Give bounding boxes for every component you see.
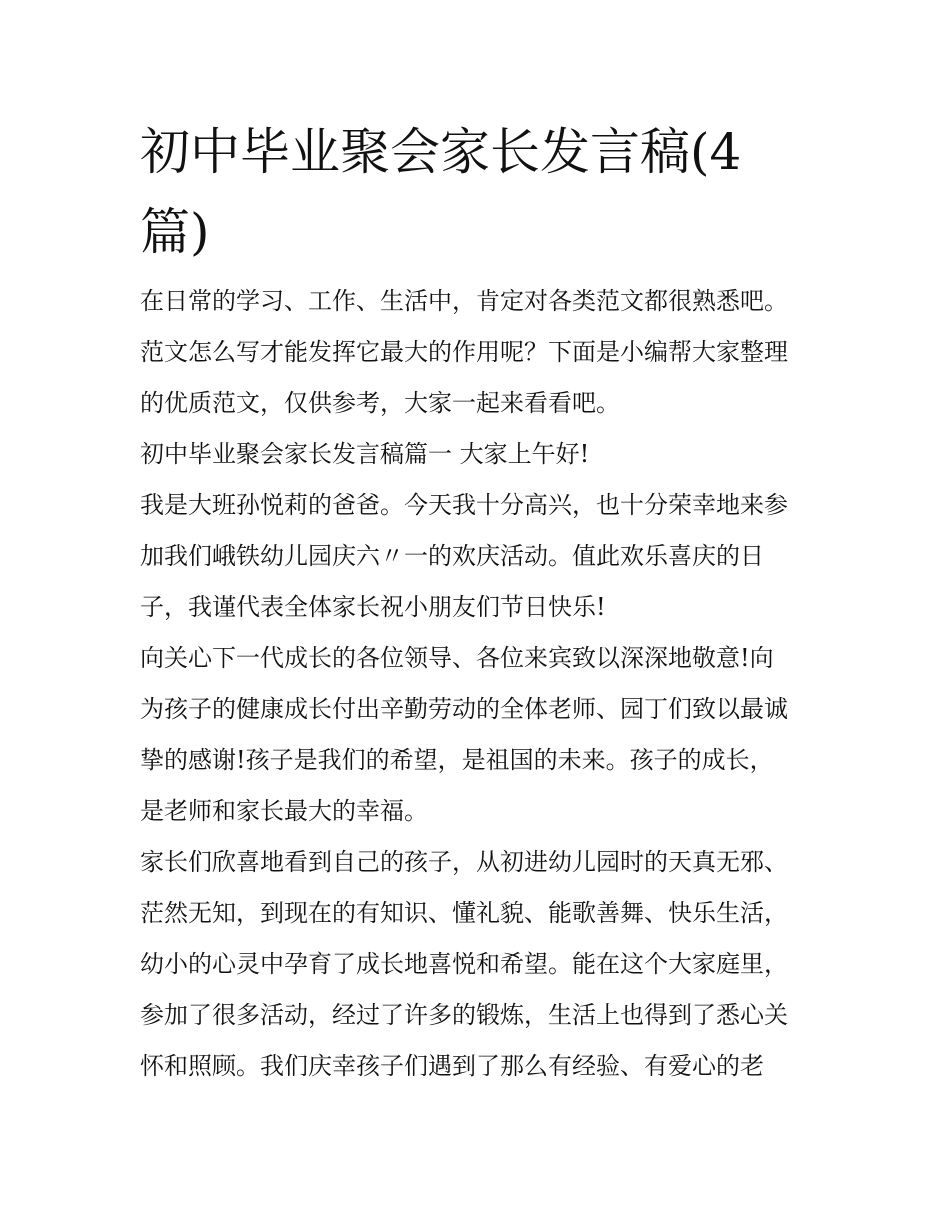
body-line: 初中毕业聚会家长发言稿篇一 大家上午好! (140, 440, 590, 468)
body-line: 向关心下一代成长的各位领导、各位来宾致以深深地敬意!向 (140, 644, 774, 672)
body-line: 家长们欣喜地看到自己的孩子，从初进幼儿园时的天真无邪、 (140, 848, 788, 876)
body-line: 子，我谨代表全体家长祝小朋友们节日快乐! (140, 593, 606, 621)
body-line: 在日常的学习、工作、生活中，肯定对各类范文都很熟悉吧。 (140, 287, 788, 315)
body-line: 幼小的心灵中孕育了成长地喜悦和希望。能在这个大家庭里， (140, 950, 788, 978)
body-line: 参加了很多活动，经过了许多的锻炼，生活上也得到了悉心关 (140, 1001, 788, 1029)
body-line: 为孩子的健康成长付出辛勤劳动的全体老师、园丁们致以最诚 (140, 695, 788, 723)
body-line: 怀和照顾。我们庆幸孩子们遇到了那么有经验、有爱心的老 (140, 1052, 764, 1080)
body-line: 范文怎么写才能发挥它最大的作用呢？下面是小编帮大家整理 (140, 338, 788, 366)
body-line: 加我们峨铁幼儿园庆六〃一的欢庆活动。值此欢乐喜庆的日 (140, 542, 764, 570)
body-line: 是老师和家长最大的幸福。 (140, 797, 428, 825)
body-line: 我是大班孙悦莉的爸爸。今天我十分高兴，也十分荣幸地来参 (140, 491, 788, 519)
body-line: 挚的感谢!孩子是我们的希望，是祖国的未来。孩子的成长， (140, 746, 774, 774)
body-line: 的优质范文，仅供参考，大家一起来看看吧。 (140, 389, 620, 417)
document-title: 初中毕业聚会家长发言稿(4篇) (140, 123, 742, 261)
document-body (140, 276, 820, 1092)
body-line: 茫然无知，到现在的有知识、懂礼貌、能歌善舞、快乐生活， (140, 899, 788, 927)
